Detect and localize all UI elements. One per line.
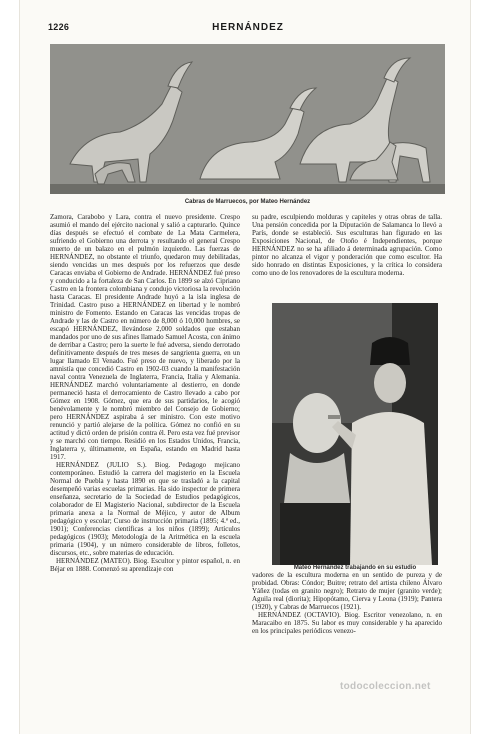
left-column: [50, 213, 240, 573]
article-paragraph: Zamora, Carabobo y Lara, contra el nuevo presidente. Crespo asumió el mando del ejército nacional y salió a capturarlo. Quince días después se efectuó el combate de La Mata Carmelera, sufriendo el Gobierno una derrota y resultando el general Crespo muerto de un balazo en el pulmón izquierdo. Las fuerzas de HERNÁNDEZ, no obstante el triunfo, quedaron muy debilitadas, siendo vencidas un mes después por los refuerzos que desde Caracas enviaba el Gobierno de Andrade. HERNÁNDEZ fué preso y conducido a la fortaleza de San Carlos. En 1899 se alzó Cipriano Castro en la frontera colombiana y condujo victoriosa la revolución hasta Caracas. El presidente Andrade huyó a la isla inglesa de Trinidad. Castro puso a HERNÁNDEZ en libertad y le nombró ministro de Fomento. Estando en Caracas las vencidas tropas de Andrade y las de Castro en número de 8,000 ó 10,000 hombres, se escapó HERNÁNDEZ, llevándose 2,000 soldados que estaban mandados por uno de sus afines llamado Samuel Acosta, con ánimo de derribar a Castro; pero la suerte le fué adversa, siendo derrotado definitivamente después de tres meses de sangrienta guerra, en un lugar llamado El Venado. Fué preso de nuevo, y liberado por la amnistía que concedió Castro en 1902-03 cuando la manifestación naval contra Venezuela de Inglaterra, Francia, Italia y Alemania. HERNÁNDEZ marchó voluntariamente al destierro, en donde permaneció hasta el derrocamiento de Castro llevado a cabo por Gómez en 1908. Gómez, que era de sus partidarios, le acogió benévolamente y le nombró miembro del Consejo de Gobierno; pero HERNÁNDEZ aspiraba á ser ministro. Con este motivo renunció y partió alejarse de la política. Gómez no confió en su actitud y dictó orden de prisión contra él. Pero esta vez fué previsor y se marchó con tiempo. Residió en los Estados Unidos, Francia, Inglaterra y, últimamente, en España, estando en Madrid hasta 1917.: [50, 213, 240, 461]
photo-caption: Mateo Hernández trabajando en su estudio: [293, 565, 417, 571]
running-head: HERNÁNDEZ: [212, 22, 284, 33]
goats-relief-image: [50, 44, 445, 194]
page-number: 1226: [48, 22, 70, 32]
article-paragraph: vadores de la escultura moderna en un sentido de pureza y de probidad. Obras: Cóndor; Buitre; retrato del artista chileno Álvaro Yáñez (todas en granito negro); Retrato de mujer (granito verde); Aguila real (diorita); Hipopótamo, Cierva y Leona (1919); Pantera (1920), y Cabras de Marruecos (1921).: [252, 571, 442, 611]
relief-illustration: [50, 44, 445, 194]
article-entry-mateo: HERNÁNDEZ (MATEO). Biog. Escultor y pintor español, n. en Béjar en 1888. Comenzó su aprendizaje con: [50, 557, 240, 573]
watermark: todocoleccion.net: [340, 681, 431, 692]
encyclopedia-page: [20, 0, 470, 734]
right-column-top: [252, 213, 442, 277]
article-entry-octavio: HERNÁNDEZ (OCTAVIO). Biog. Escritor venezolano, n. en Maracaibo en 1875. Su labor es muy considerable y ha aparecido en los principales periódicos venezo-: [252, 611, 442, 635]
page-header: [48, 22, 448, 36]
studio-photo: [272, 303, 438, 565]
article-entry-julio: HERNÁNDEZ (JULIO S.). Biog. Pedagogo mejicano contemporáneo. Estudió la carrera del magisterio en la Escuela Normal de Puebla y hasta 1890 en que se trasladó a la capital desempeñó varias escuelas primarias. Ha sido inspector de primera enseñanza, secretario de la Sociedad de Estudios pedagógicos, colaborador de El Magisterio Nacional, subdirector de la Escuela primaria anexa a la Normal de Méjico, y autor de Album pedagógico y escolar; Curso de instrucción primaria (1895; 4.ª ed., 1901); Conferencias científicas a los niños (1899); Artículos pedagógicos (1903); Metodología de la Aritmética en la escuela primaria (1904), y un número considerable de libros, folletos, discursos, etc., sobre materias de educación.: [50, 461, 240, 557]
right-column-bottom: [252, 571, 442, 635]
sculptor-photo-image: [272, 303, 438, 565]
relief-caption: Cabras de Marruecos, por Mateo Hernández: [184, 199, 311, 205]
article-paragraph: su padre, esculpiendo molduras y capiteles y otras obras de talla. Una pensión concedida por la Diputación de Salamanca lo llevó a París, donde se estableció. Sus esculturas han figurado en las Exposiciones Nacional, de Otoño é Independientes, porque HERNÁNDEZ no se ha afiliado á determinada agrupación. Como pintor no alcanza el vigor y ponderación que como escultor. Ha sido honrado en distintas Exposiciones, y la crítica lo considera como uno de los renovadores de la escultura moderna.: [252, 213, 442, 277]
